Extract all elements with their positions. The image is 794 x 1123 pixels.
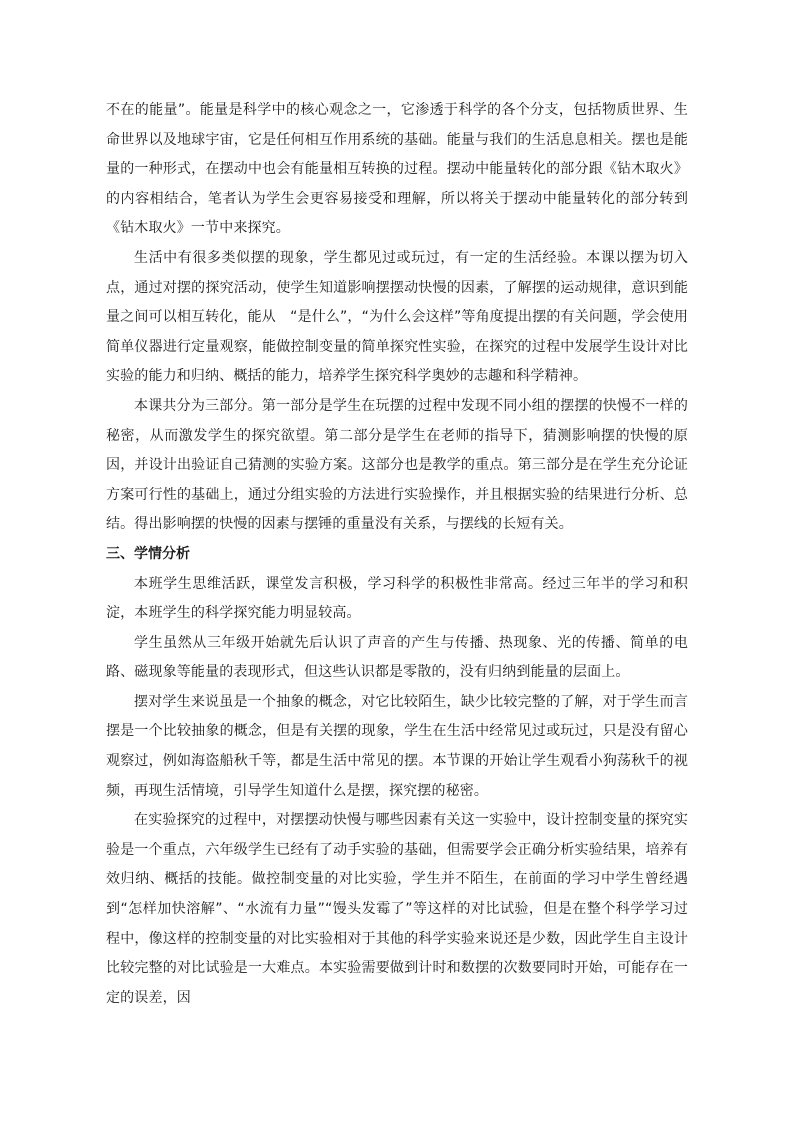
paragraph-lesson-structure: 本课共分为三部分。第一部分是学生在玩摆的过程中发现不同小组的摆摆的快慢不一样的秘密，从而激发学生的探究欲望。第二部分是学生在老师的指导下，猜测影响摆的快慢的原因，并设计出验证自己猜测的实验方案。这部分也是教学的重点。第三部分是在学生充分论证方案可行性的基础上，通过分组实验的方法进行实验操作，并且根据实验的结果进行分析、总结。得出影响摆的快慢的因素与摆锤的重量没有关系，与摆线的长短有关。 <box>106 397 688 533</box>
paragraph-class-overview: 本班学生思维活跃，课堂发言积极，学习科学的积极性非常高。经过三年半的学习和积淀，本班学生的科学探究能力明显较高。 <box>106 575 688 622</box>
document-page <box>106 96 688 1013</box>
paragraph-energy-intro: 不在的能量”。能量是科学中的核心观念之一，它渗透于科学的各个分支，包括物质世界、生命世界以及地球宇宙，它是任何相互作用系统的基础。能量与我们的生活息息相关。摆也是能量的一种形式，在摆动中也会有能量相互转换的过程。摆动中能量转化的部分跟《钻木取火》的内容相结合，笔者认为学生会更容易接受和理解，所以将关于摆动中能量转化的部分转到《钻木取火》一节中来探究。 <box>106 102 688 237</box>
paragraph-pendulum-concept: 摆对学生来说虽是一个抽象的概念，对它比较陌生，缺少比较完整的了解，对于学生而言摆是一个比较抽象的概念，但是有关摆的现象，学生在生活中经常见过或玩过，只是没有留心观察过，例如海盗船秋千等，都是生活中常见的摆。本节课的开始让学生观看小狗荡秋千的视频，再现生活情境，引导学生知道什么是摆，探究摆的秘密。 <box>106 693 688 799</box>
paragraph-experiment-design: 在实验探究的过程中，对摆摆动快慢与哪些因素有关这一实验中，设计控制变量的探究实验是一个重点，六年级学生已经有了动手实验的基础，但需要学会正确分析实验结果，培养有效归纳、概括的技能。做控制变量的对比实验，学生并不陌生，在前面的学习中学生曾经遇到“怎样加快溶解”、“水流有力量”“馒头发霉了”等这样的对比试验，但是在整个科学学习过程中，像这样的控制变量的对比实验相对于其他的科学实验来说还是少数，因此学生自主设计比较完整的对比试验是一大难点。本实验需要做到计时和数摆的次数要同时开始，可能存在一定的误差，因 <box>106 812 688 1006</box>
section-heading-student-analysis: 三、学情分析 <box>106 545 190 562</box>
paragraph-lesson-goals: 生活中有很多类似摆的现象，学生都见过或玩过，有一定的生活经验。本课以摆为切入点，通过对摆的探究活动，使学生知道影响摆摆动快慢的因素，了解摆的运动规律，意识到能量之间可以相互转化，能从 “是什么”，“为什么会这样”等角度提出摆的有关问题，学会使用简单仪器进行定量观察，能做控制变量的简单探究性实验，在探究的过程中发展学生设计对比实验的能力和归纳、概括的能力，培养学生探究科学奥妙的志趣和科学精神。 <box>106 249 688 385</box>
paragraph-prior-knowledge: 学生虽然从三年级开始就先后认识了声音的产生与传播、热现象、光的传播、简单的电路、磁现象等能量的表现形式，但这些认识都是零散的，没有归纳到能量的层面上。 <box>106 634 688 681</box>
